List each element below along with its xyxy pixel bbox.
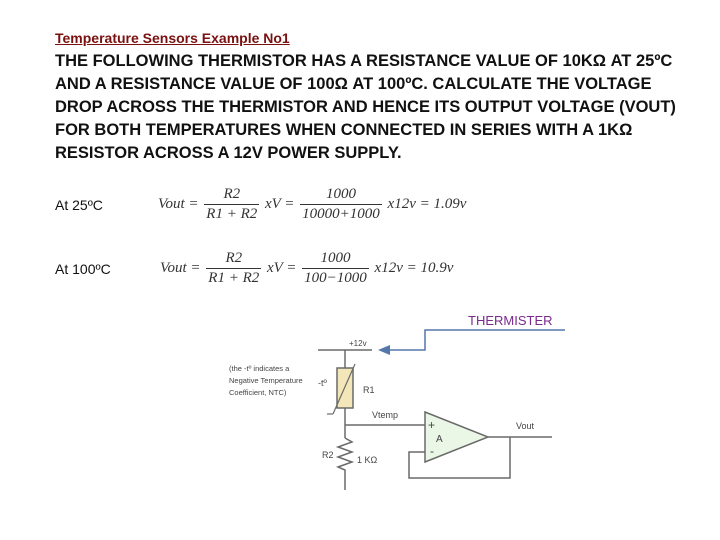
formula-result: x12v = 1.09v <box>387 196 467 212</box>
ntc-symbol: -tº <box>318 378 327 388</box>
callout-arrowhead <box>378 345 390 355</box>
r1-label: R1 <box>363 385 375 395</box>
ntc-note-line-3: Coefficient, NTC) <box>229 388 287 397</box>
formula-mid: xV = <box>267 260 297 276</box>
case-25-label: At 25ºC <box>55 197 103 213</box>
fraction-numerator: R2 <box>204 186 259 205</box>
ntc-note-line-1: (the -tº indicates a <box>229 364 290 373</box>
formula-result: x12v = 10.9v <box>374 260 454 276</box>
problem-statement: THE FOLLOWING THERMISTOR HAS A RESISTANCE VALUE OF 10KΩ AT 25ºC AND A RESISTANCE VALUE OF 100Ω AT 100ºC. CALCULATE THE VOLTAGE DROP ACROSS THE THERMISTOR AND HENCE ITS OUTPUT VOLTAGE (VOUT) FOR BOTH TEMPERATURES WHEN CONNECTED IN SERIES WITH A 1KΩ RESISTOR ACROSS A 12V POWER SUPPLY. <box>55 52 676 162</box>
fraction-numerator: 1000 <box>302 250 369 269</box>
vout-label: Vout <box>516 421 535 431</box>
fraction-numerator: 1000 <box>300 186 382 205</box>
thermister-callout-label: THERMISTER <box>468 313 553 328</box>
opamp-minus: - <box>430 444 434 458</box>
fraction-denominator: R1 + R2 <box>208 270 260 286</box>
formula-mid: xV = <box>265 196 295 212</box>
r2-label: R2 <box>322 450 334 460</box>
fraction-denominator: R1 + R2 <box>206 206 258 222</box>
case-100-label: At 100ºC <box>55 261 111 277</box>
ntc-note-line-2: Negative Temperature <box>229 376 303 385</box>
fraction-numerator: R2 <box>206 250 261 269</box>
formula-lhs: Vout = <box>158 196 199 212</box>
fraction-denominator: 100−1000 <box>304 270 367 286</box>
opamp-plus: + <box>428 418 436 432</box>
r2-value: 1 KΩ <box>357 455 378 465</box>
slide-title: Temperature Sensors Example No1 <box>55 30 290 46</box>
r2-resistor <box>338 438 352 490</box>
callout-line <box>385 330 565 350</box>
vtemp-label: Vtemp <box>372 410 399 420</box>
supply-label: +12v <box>349 339 367 348</box>
opamp-label: A <box>436 434 443 445</box>
fraction-denominator: 10000+1000 <box>302 206 380 222</box>
formula-lhs: Vout = <box>160 260 201 276</box>
